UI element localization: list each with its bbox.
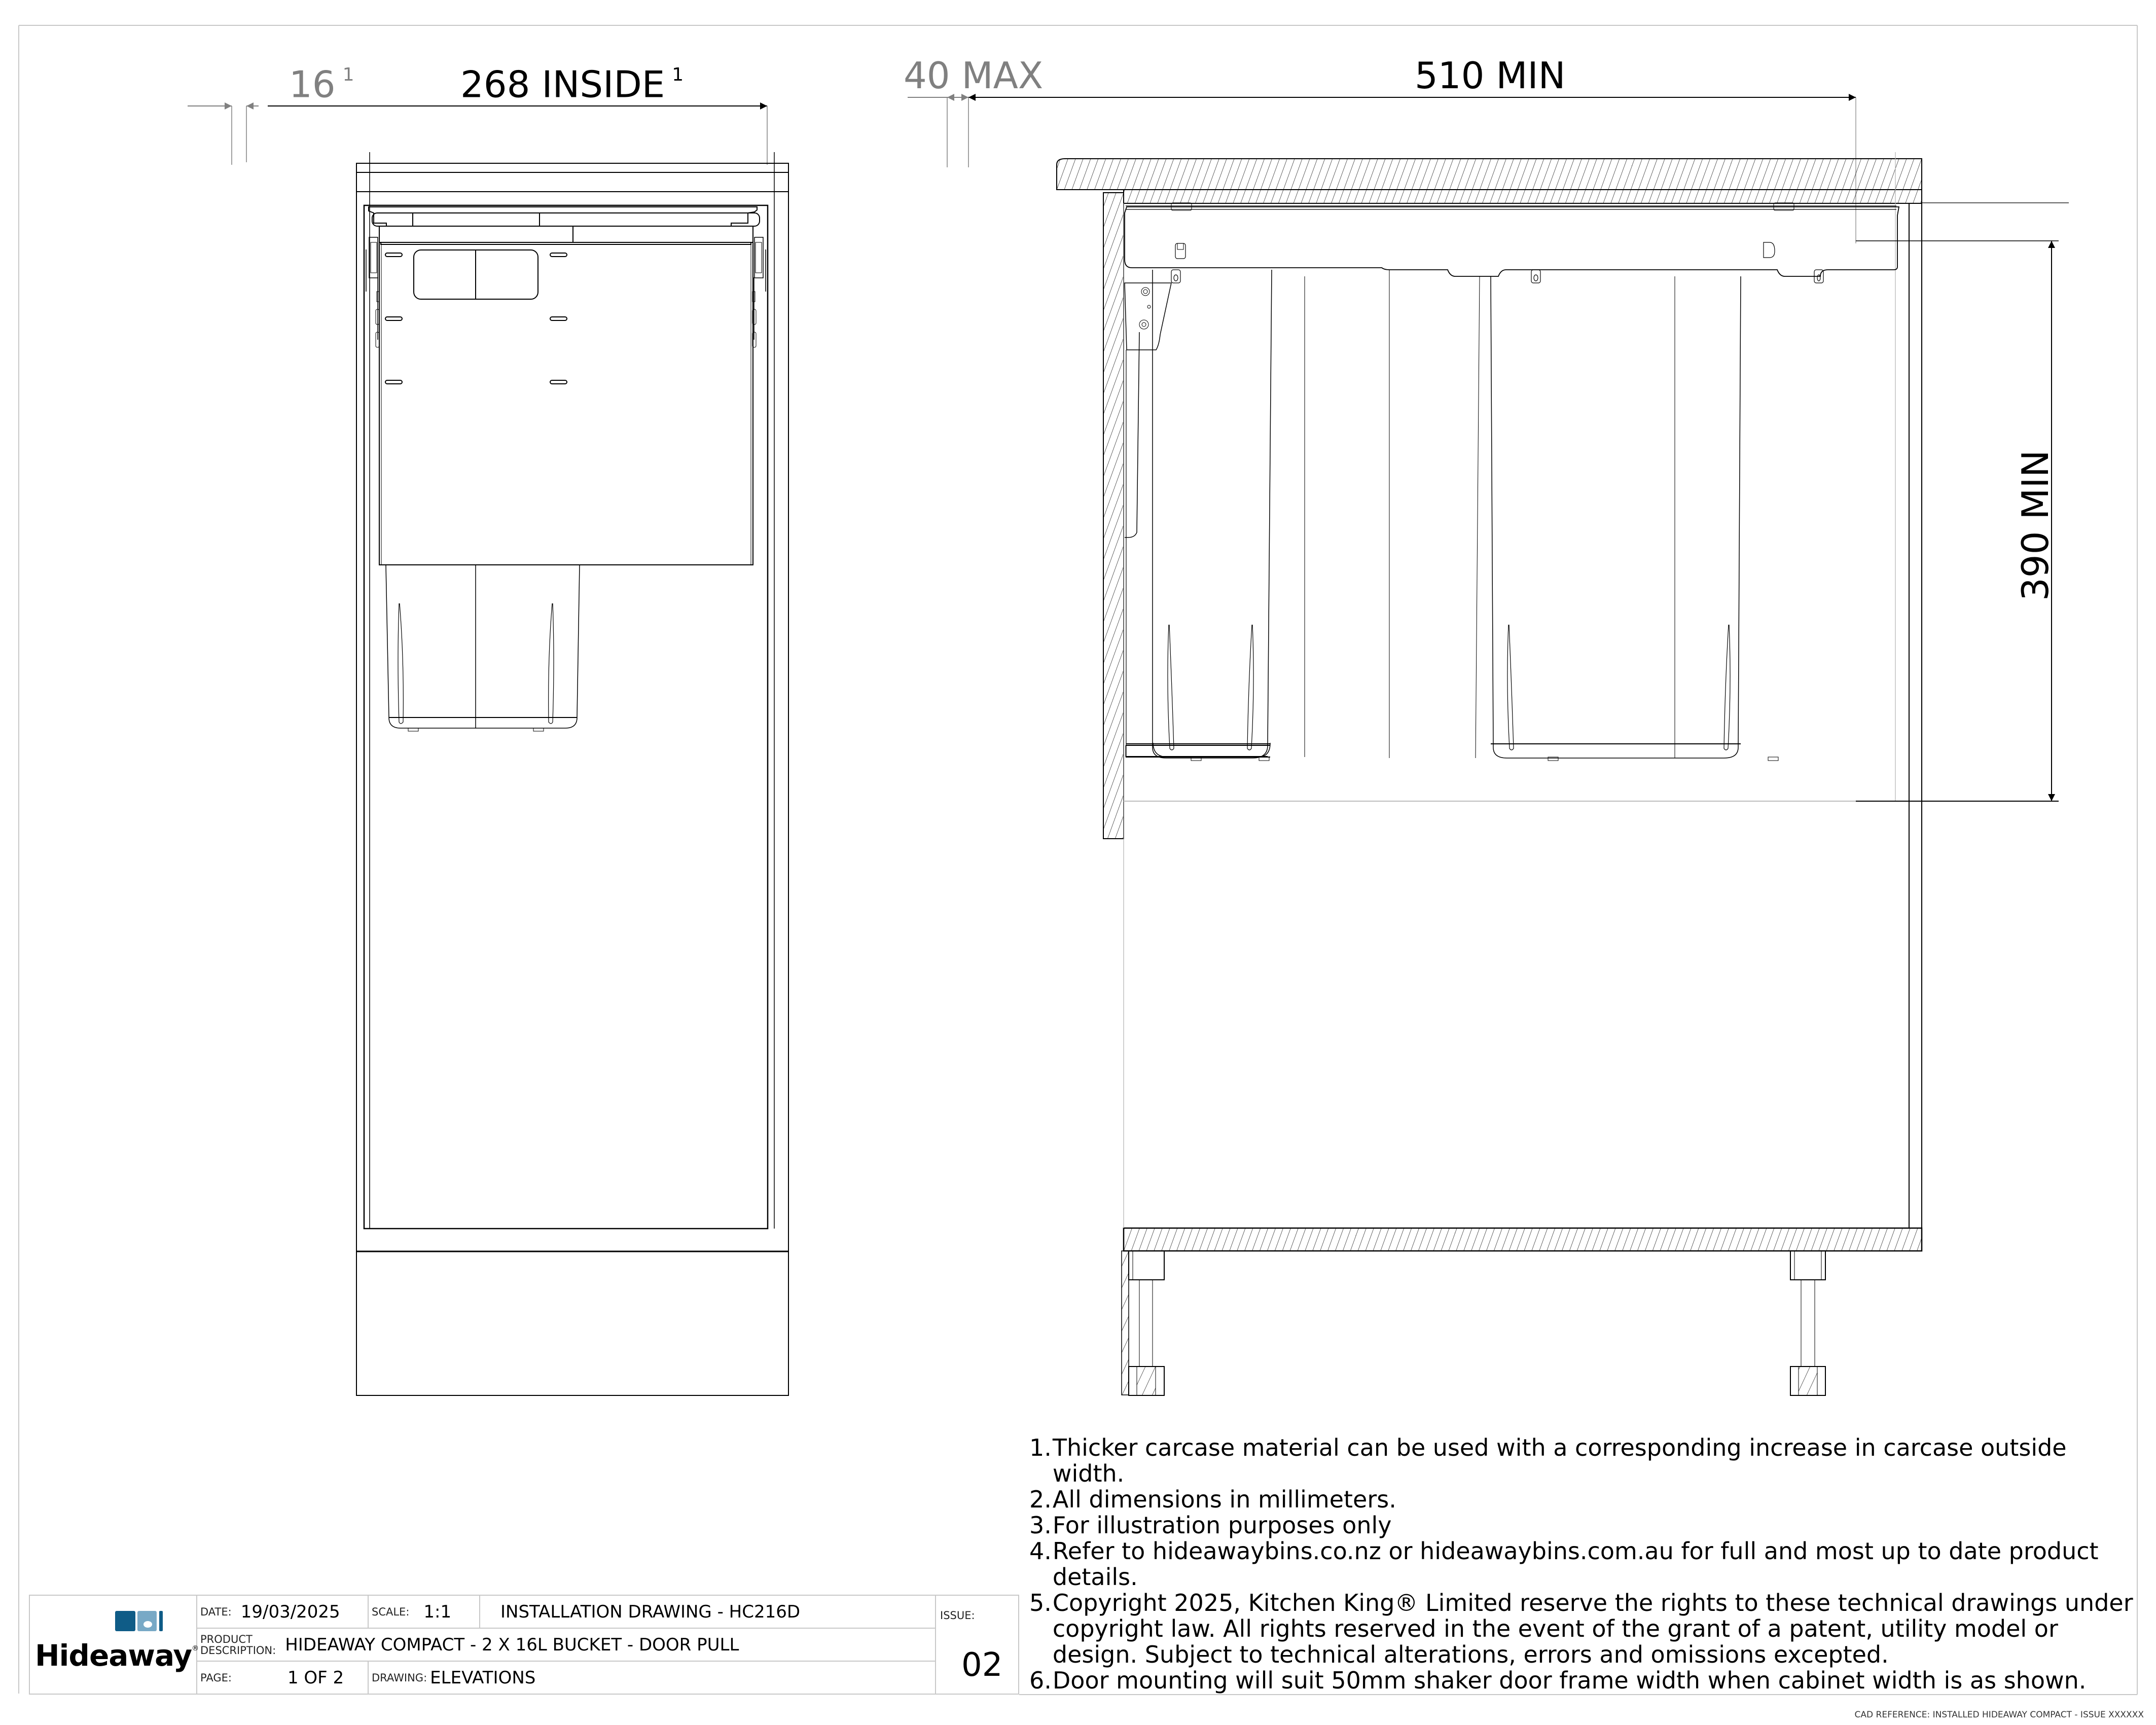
issue-value: 02 bbox=[961, 1646, 1003, 1684]
drawing-name: ELEVATIONS bbox=[430, 1667, 536, 1688]
dimension-door-40-max: 40 MAX bbox=[904, 54, 1044, 97]
note-item bbox=[1029, 1538, 2145, 1590]
note-text: Copyright 2025, Kitchen King® Limited reserve the rights to these technical drawings under copyright law. All rights reserved in the event of the grant of a patent, utility model or design. Subject to technical alterations, errors and omissions excepted. bbox=[1052, 1589, 2133, 1668]
date-cell bbox=[197, 1596, 369, 1628]
date-value: 19/03/2025 bbox=[240, 1601, 340, 1622]
notes-list bbox=[1029, 1435, 2145, 1694]
product-cell bbox=[197, 1629, 935, 1661]
note-text: For illustration purposes only bbox=[1052, 1512, 1392, 1539]
dimension-value: 268 INSIDE bbox=[460, 63, 665, 106]
title-row-2 bbox=[197, 1629, 935, 1662]
title-block bbox=[29, 1595, 1019, 1695]
note-number: 4. bbox=[1029, 1537, 1052, 1565]
logo-bar-icon bbox=[159, 1611, 163, 1631]
cad-reference: CAD REFERENCE: INSTALLED HIDEAWAY COMPACT - ISSUE XXXXXX bbox=[1854, 1710, 2144, 1720]
logo-text: Hideaway bbox=[35, 1638, 192, 1673]
side-elevation bbox=[908, 97, 2069, 1395]
registered-mark: ® bbox=[192, 1644, 199, 1652]
note-item bbox=[1029, 1668, 2145, 1694]
title-row-1 bbox=[197, 1596, 935, 1629]
dimension-value: 16 bbox=[289, 63, 336, 106]
note-number: 6. bbox=[1029, 1667, 1052, 1694]
title-block-fields bbox=[197, 1596, 935, 1694]
note-item bbox=[1029, 1487, 2145, 1513]
note-item bbox=[1029, 1435, 2145, 1487]
hideaway-logo bbox=[30, 1596, 197, 1694]
note-ref: 1 bbox=[342, 64, 354, 85]
note-ref: 1 bbox=[672, 64, 684, 85]
issue-label: ISSUE: bbox=[940, 1609, 975, 1622]
drawing-title-cell bbox=[480, 1596, 935, 1628]
note-text: Door mounting will suit 50mm shaker door frame width when cabinet width is as shown. bbox=[1052, 1667, 2087, 1694]
logo-wordmark bbox=[35, 1638, 198, 1673]
drawing-title: INSTALLATION DRAWING - HC216D bbox=[500, 1601, 801, 1622]
note-item bbox=[1029, 1513, 2145, 1538]
note-text: Thicker carcase material can be used with a corresponding increase in carcase outside width. bbox=[1052, 1434, 2067, 1487]
front-elevation bbox=[188, 106, 788, 1395]
note-number: 2. bbox=[1029, 1486, 1052, 1513]
drawing-name-cell bbox=[369, 1662, 935, 1694]
issue-cell bbox=[935, 1596, 1018, 1694]
note-text: Refer to hideawaybins.co.nz or hideawaybins.com.au for full and most up to date product details. bbox=[1052, 1537, 2099, 1591]
dimension-inside-width-268 bbox=[460, 63, 684, 106]
logo-square-dark-icon bbox=[115, 1611, 135, 1631]
product-label: PRODUCT DESCRIPTION: bbox=[200, 1633, 276, 1657]
note-number: 1. bbox=[1029, 1434, 1052, 1461]
product-description: HIDEAWAY COMPACT - 2 X 16L BUCKET - DOOR PULL bbox=[285, 1634, 739, 1655]
scale-label: SCALE: bbox=[372, 1605, 410, 1618]
dimension-side-panel-16 bbox=[289, 63, 354, 106]
note-number: 5. bbox=[1029, 1589, 1052, 1616]
note-item bbox=[1029, 1590, 2145, 1668]
scale-cell bbox=[369, 1596, 480, 1628]
page-cell bbox=[197, 1662, 369, 1694]
note-text: All dimensions in millimeters. bbox=[1052, 1486, 1396, 1513]
date-label: DATE: bbox=[200, 1605, 232, 1618]
drawing-label: DRAWING: bbox=[372, 1671, 427, 1684]
dimension-depth-510-min: 510 MIN bbox=[1415, 54, 1566, 97]
note-number: 3. bbox=[1029, 1512, 1052, 1539]
page-value: 1 OF 2 bbox=[287, 1667, 344, 1688]
dimension-height-390-min: 390 MIN bbox=[2014, 450, 2057, 601]
title-row-3 bbox=[197, 1662, 935, 1694]
scale-value: 1:1 bbox=[423, 1601, 452, 1622]
page-label: PAGE: bbox=[200, 1671, 232, 1684]
logo-square-light-icon bbox=[137, 1611, 157, 1631]
